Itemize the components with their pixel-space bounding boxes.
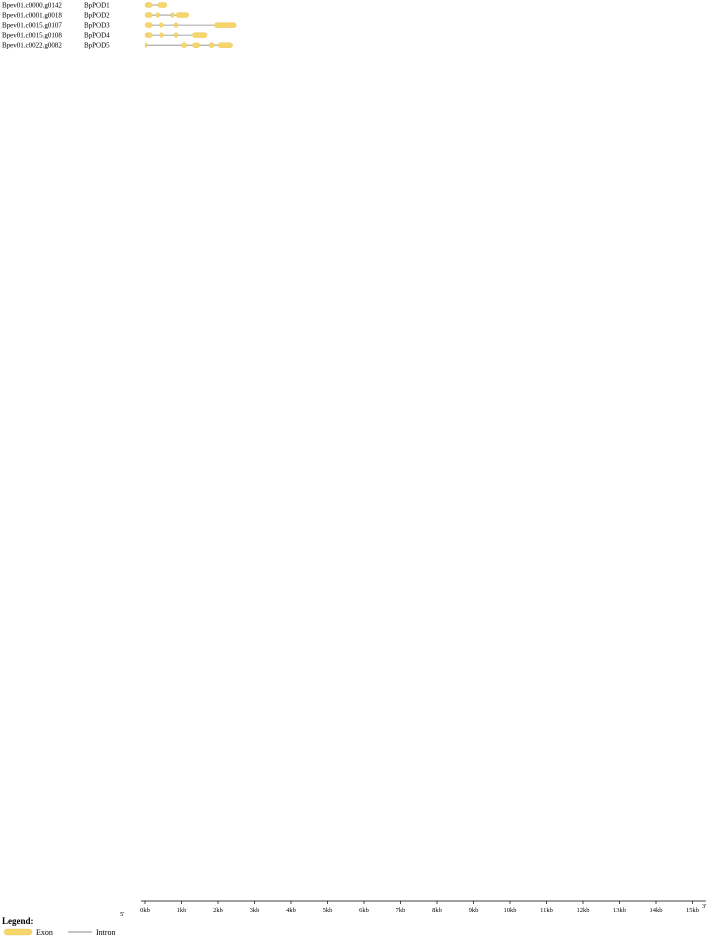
exon-block [209, 43, 214, 48]
exon-block [145, 33, 152, 38]
gene-row [2, 42, 233, 50]
gene-locus-label: Bpev01.c0015.g0107 [2, 21, 62, 30]
legend-title: Legend: [2, 916, 34, 926]
gene-row [2, 2, 167, 10]
axis-tick-label: 10kb [503, 907, 517, 914]
exon-block [214, 23, 236, 28]
gene-row [2, 32, 207, 40]
exon-block [176, 13, 189, 18]
legend-intron-label: Intron [96, 928, 116, 937]
exon-block [174, 33, 178, 38]
exon-block [145, 43, 147, 48]
gene-name-label: BpPOD1 [84, 1, 110, 10]
axis-tick-label: 15kb [686, 907, 699, 914]
axis-tick-label: 8kb [432, 907, 442, 914]
exon-block [192, 33, 207, 38]
axis-tick-label: 12kb [576, 907, 590, 914]
exon-block [171, 13, 175, 18]
kb-axis [140, 901, 706, 914]
gene-locus-label: Bpev01.c0001.g0018 [2, 11, 62, 20]
gene-locus-label: Bpev01.c0000.g0142 [2, 1, 62, 10]
gene-name-label: BpPOD5 [84, 41, 110, 50]
gene-name-label: BpPOD3 [84, 21, 110, 30]
axis-5prime-mark: 5' [120, 911, 125, 918]
exon-block [160, 23, 164, 28]
axis-tick-label: 0kb [140, 907, 150, 914]
exon-block [145, 13, 152, 18]
exon-block [218, 43, 233, 48]
legend-exon-label: Exon [36, 928, 53, 937]
axis-3prime-mark: 3' [702, 903, 707, 910]
axis-tick-label: 2kb [213, 907, 223, 914]
legend-exon-swatch [4, 929, 32, 935]
exon-block [156, 13, 160, 18]
exon-block [145, 23, 152, 28]
gene-row [2, 12, 189, 20]
exon-block [182, 43, 187, 48]
exon-block [145, 3, 152, 8]
axis-tick-label: 1kb [176, 907, 187, 914]
legend [2, 916, 116, 937]
axis-tick-label: 13kb [613, 907, 626, 914]
axis-tick-label: 14kb [649, 907, 663, 914]
gene-name-label: BpPOD4 [84, 31, 110, 40]
gene-locus-label: Bpev01.c0022.g0082 [2, 41, 62, 50]
exon-block [174, 23, 178, 28]
gene-row [2, 22, 236, 30]
exon-block [160, 33, 164, 38]
gene-rows [2, 2, 236, 50]
axis-tick-label: 11kb [540, 907, 553, 914]
axis-tick-label: 4kb [286, 907, 296, 914]
axis-tick-label: 7kb [395, 907, 406, 914]
axis-tick-label: 3kb [249, 907, 260, 914]
axis-tick-label: 9kb [468, 907, 479, 914]
exon-block [158, 3, 167, 8]
axis-tick-label: 5kb [322, 907, 333, 914]
axis-tick-label: 6kb [359, 907, 369, 914]
exon-block [192, 43, 199, 48]
gene-locus-label: Bpev01.c0015.g0108 [2, 31, 62, 40]
gene-name-label: BpPOD2 [84, 11, 110, 20]
